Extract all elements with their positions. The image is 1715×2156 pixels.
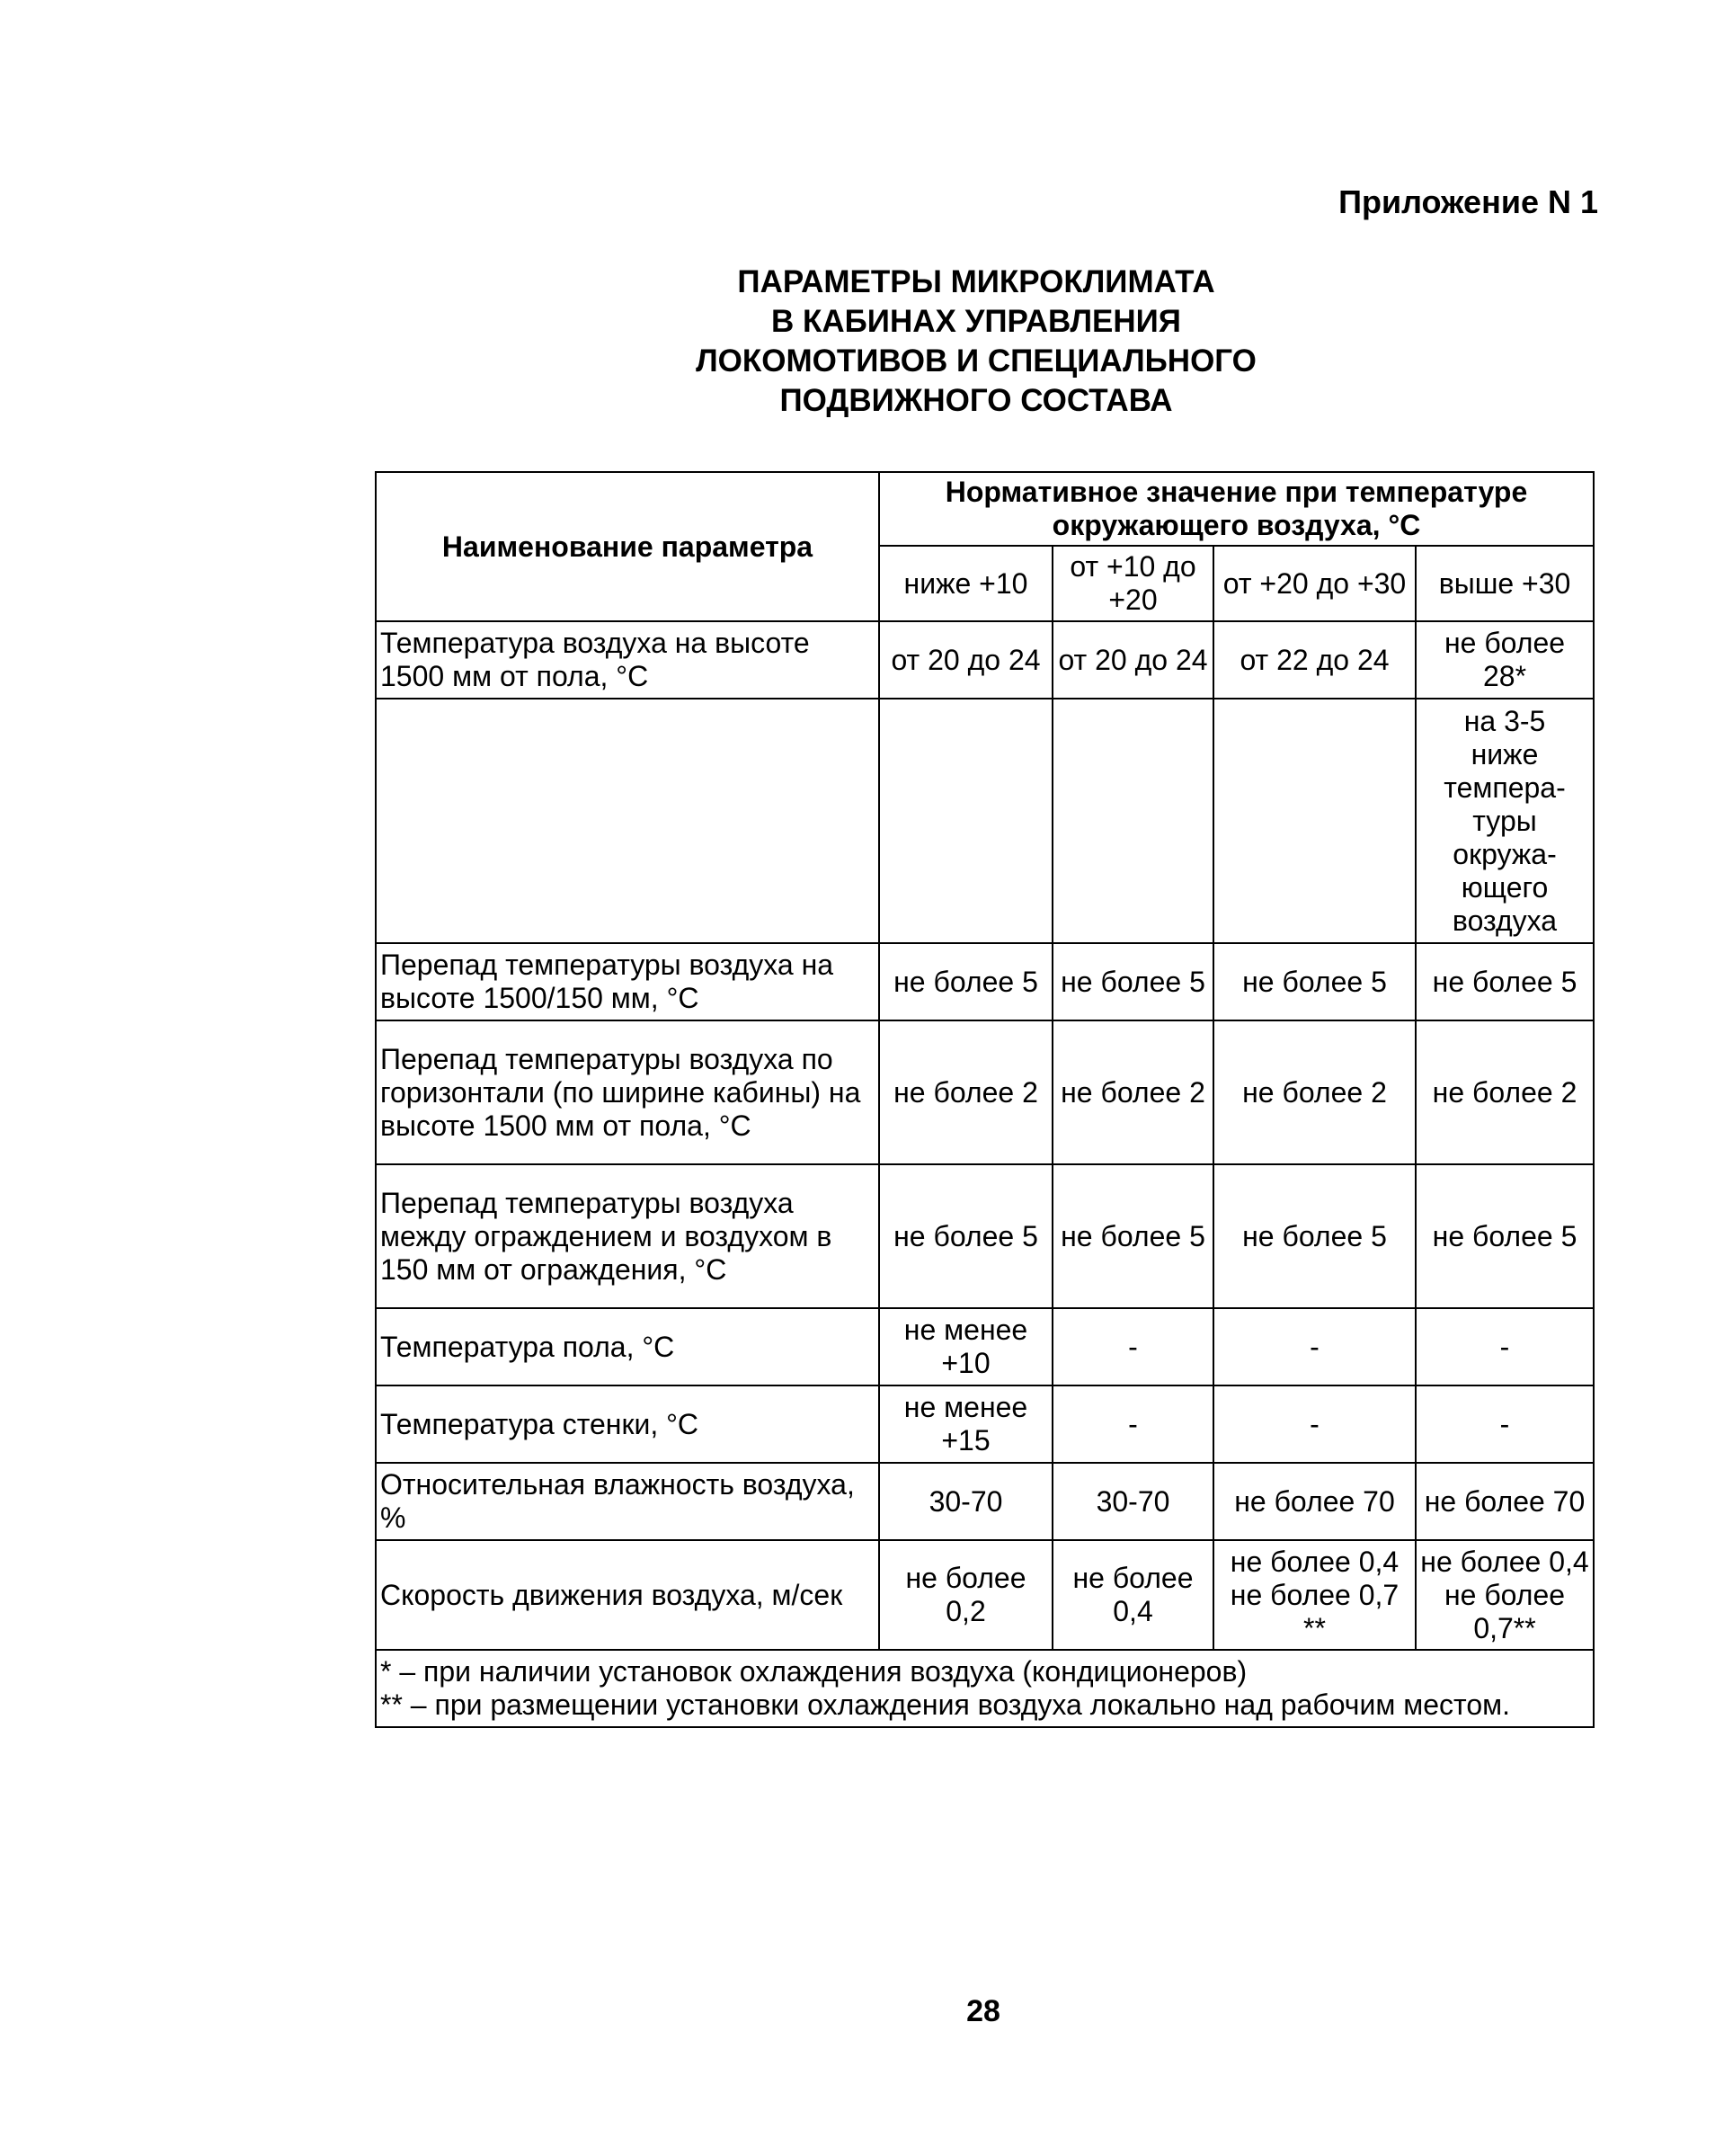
- range-header: выше +30: [1416, 546, 1594, 621]
- footnote-row: [376, 1650, 1594, 1727]
- range-header: от +20 до +30: [1213, 546, 1416, 621]
- appendix-label: Приложение N 1: [1338, 183, 1598, 220]
- value-cell: не более 2: [1213, 1020, 1416, 1164]
- range-header: ниже +10: [879, 546, 1053, 621]
- norm-header: Нормативное значение при температуре окружающего воздуха, °С: [879, 472, 1594, 546]
- value-cell: от 20 до 24: [1053, 621, 1213, 699]
- table-row: [376, 1164, 1594, 1308]
- param-name: Скорость движения воздуха, м/сек: [376, 1540, 879, 1650]
- table-row: [376, 699, 1594, 943]
- table-row: [376, 1020, 1594, 1164]
- value-cell: не более 0,4: [1053, 1540, 1213, 1650]
- value-cell: -: [1416, 1385, 1594, 1463]
- value-cell: не более 5: [1213, 1164, 1416, 1308]
- title-line: ПОДВИЖНОГО СОСТАВА: [779, 383, 1173, 418]
- value-cell: не более 2: [879, 1020, 1053, 1164]
- value-cell: не более 5: [1053, 1164, 1213, 1308]
- value-cell: от 20 до 24: [879, 621, 1053, 699]
- value-cell: -: [1053, 1308, 1213, 1385]
- table-row: [376, 943, 1594, 1020]
- table-header-row: [376, 472, 1594, 546]
- value-cell: не более 28*: [1416, 621, 1594, 699]
- value-cell: 30-70: [879, 1463, 1053, 1540]
- value-cell: -: [1053, 1385, 1213, 1463]
- value-cell: [879, 699, 1053, 943]
- page-number: 28: [966, 1994, 1000, 2028]
- document-title: [572, 263, 1381, 421]
- value-cell: [1213, 699, 1416, 943]
- footnote: ** – при размещении установки охлаждения воздуха локально над рабочим местом.: [380, 1688, 1511, 1721]
- value-cell: не более 70: [1416, 1463, 1594, 1540]
- value-cell: не более 0,4 не более 0,7**: [1416, 1540, 1594, 1650]
- param-name: [376, 699, 879, 943]
- param-header: Наименование параметра: [376, 472, 879, 621]
- value-cell: -: [1213, 1308, 1416, 1385]
- value-cell: не более 70: [1213, 1463, 1416, 1540]
- param-name: Температура стенки, °С: [376, 1385, 879, 1463]
- value-cell: не менее +10: [879, 1308, 1053, 1385]
- value-cell: -: [1416, 1308, 1594, 1385]
- value-cell: не более 5: [1213, 943, 1416, 1020]
- value-cell: не более 0,2: [879, 1540, 1053, 1650]
- value-cell: не более 5: [879, 943, 1053, 1020]
- value-cell: 30-70: [1053, 1463, 1213, 1540]
- value-cell: от 22 до 24: [1213, 621, 1416, 699]
- table-row: [376, 1308, 1594, 1385]
- value-cell: не более 2: [1053, 1020, 1213, 1164]
- value-cell: -: [1213, 1385, 1416, 1463]
- value-cell: не более 0,4 не более 0,7 **: [1213, 1540, 1416, 1650]
- table-row: [376, 621, 1594, 699]
- range-header: от +10 до +20: [1053, 546, 1213, 621]
- title-line: В КАБИНАХ УПРАВЛЕНИЯ: [771, 304, 1181, 339]
- microclimate-table: [375, 471, 1595, 1728]
- table-row: [376, 1540, 1594, 1650]
- table-row: [376, 1463, 1594, 1540]
- value-cell: не более 5: [879, 1164, 1053, 1308]
- param-name: Перепад температуры воздуха по горизонтали (по ширине кабины) на высоте 1500 мм от пола, °С: [376, 1020, 879, 1164]
- param-name: Перепад температуры воздуха между ограждением и воздухом в 150 мм от ограждения, °С: [376, 1164, 879, 1308]
- value-cell: не более 2: [1416, 1020, 1594, 1164]
- title-line: ЛОКОМОТИВОВ И СПЕЦИАЛЬНОГО: [696, 343, 1257, 379]
- table-row: [376, 1385, 1594, 1463]
- value-cell: не более 5: [1416, 1164, 1594, 1308]
- param-name: Температура воздуха на высоте 1500 мм от пола, °С: [376, 621, 879, 699]
- value-cell: не менее +15: [879, 1385, 1053, 1463]
- value-cell: [1053, 699, 1213, 943]
- title-line: ПАРАМЕТРЫ МИКРОКЛИМАТА: [737, 264, 1215, 299]
- value-cell: на 3-5 ниже темпера- туры окружа- ющего воздуха: [1416, 699, 1594, 943]
- param-name: Перепад температуры воздуха на высоте 1500/150 мм, °С: [376, 943, 879, 1020]
- param-name: Относительная влажность воздуха, %: [376, 1463, 879, 1540]
- param-name: Температура пола, °С: [376, 1308, 879, 1385]
- value-cell: не более 5: [1053, 943, 1213, 1020]
- footnote: * – при наличии установок охлаждения воздуха (кондиционеров): [380, 1655, 1248, 1688]
- footnotes-cell: [376, 1650, 1594, 1727]
- value-cell: не более 5: [1416, 943, 1594, 1020]
